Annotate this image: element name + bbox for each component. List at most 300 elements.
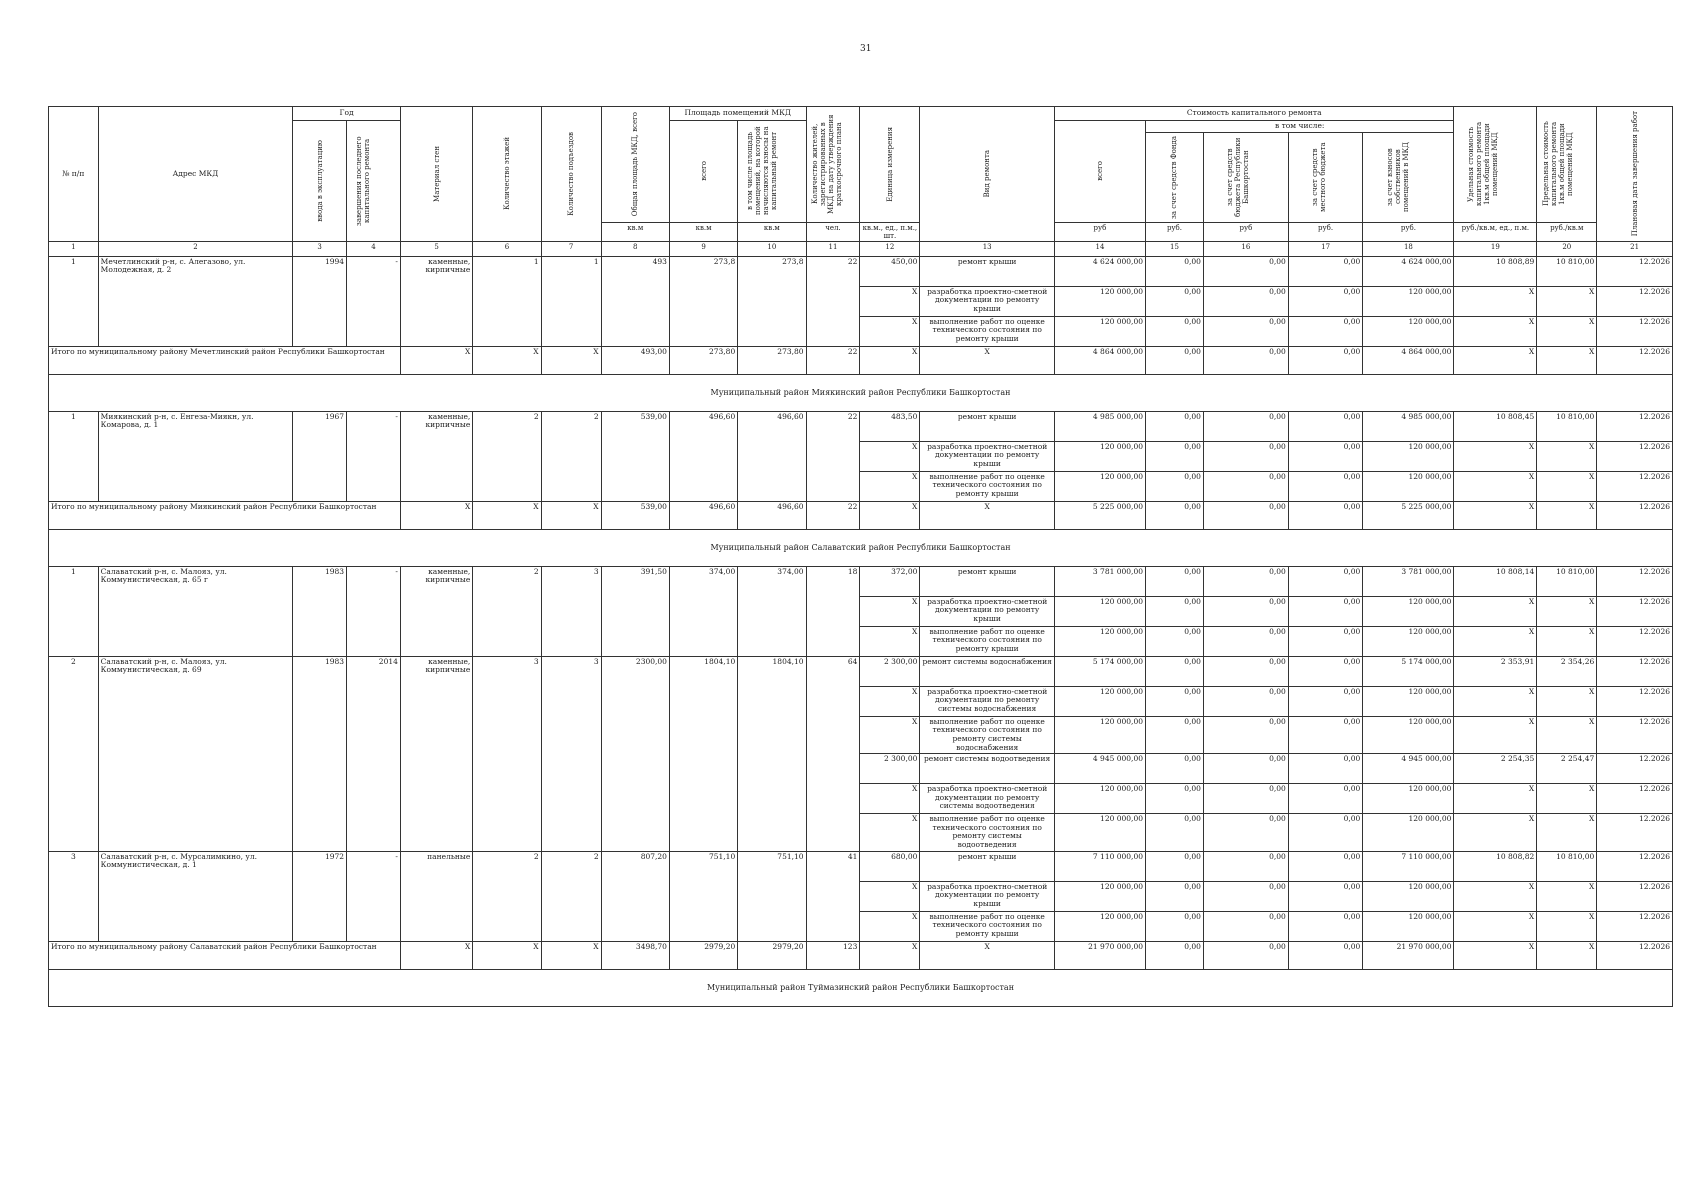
house-total-area: 2300,00: [601, 656, 669, 851]
house-residents: 22: [806, 256, 860, 346]
col-fund: [1146, 132, 1204, 222]
col-cost-total: [1054, 121, 1145, 223]
work-rb: 0,00: [1203, 471, 1288, 501]
work-owners: 120 000,00: [1363, 626, 1454, 656]
work-spec: X: [1454, 784, 1537, 814]
work-rb: 0,00: [1203, 316, 1288, 346]
subtotal-res: 22: [806, 346, 860, 374]
subtotal-u: X: [860, 346, 920, 374]
unit-cell: руб.: [1363, 222, 1454, 241]
house-premises-total: 1804,10: [669, 656, 737, 851]
work-fund: 0,00: [1146, 814, 1204, 852]
region-title: Муниципальный район Туймазинский район Республики Башкортостан: [49, 969, 1673, 1006]
work-work: выполнение работ по оценке технического состояния по ремонту крыши: [920, 626, 1055, 656]
work-work: ремонт крыши: [920, 411, 1055, 441]
work-deadline: 12.2026: [1597, 441, 1673, 471]
work-deadline: 12.2026: [1597, 626, 1673, 656]
house-number: 2: [49, 656, 99, 851]
subtotal-rb: 0,00: [1203, 941, 1288, 969]
work-owners: 120 000,00: [1363, 471, 1454, 501]
house-number: 1: [49, 566, 99, 656]
subtotal-sp: X: [1454, 941, 1537, 969]
unit-cell: руб./кв.м, ед., п.м.: [1454, 222, 1537, 241]
unit-cell: кв.м: [738, 222, 806, 241]
house-residents: 18: [806, 566, 860, 656]
work-rb: 0,00: [1203, 411, 1288, 441]
house-premises-total: 273,8: [669, 256, 737, 346]
subtotal-u: X: [860, 501, 920, 529]
column-number: 14: [1054, 241, 1145, 256]
work-deadline: 12.2026: [1597, 686, 1673, 716]
work-limit: 10 810,00: [1537, 851, 1597, 881]
subtotal-lm: X: [1537, 501, 1597, 529]
work-limit: X: [1537, 626, 1597, 656]
work-deadline: 12.2026: [1597, 471, 1673, 501]
subtotal-ct: 4 864 000,00: [1054, 346, 1145, 374]
work-work: ремонт системы водоотведения: [920, 754, 1055, 784]
col-prem-total: [669, 121, 737, 223]
work-spec: 2 353,91: [1454, 656, 1537, 686]
work-fund: 0,00: [1146, 851, 1204, 881]
work-spec: X: [1454, 716, 1537, 754]
house-address: Салаватский р-н, с. Малояз, ул. Коммунистическая, д. 69: [98, 656, 293, 851]
column-number: 15: [1146, 241, 1204, 256]
work-limit: X: [1537, 471, 1597, 501]
subtotal-sp: X: [1454, 346, 1537, 374]
work-limit: 10 810,00: [1537, 566, 1597, 596]
work-cost: 120 000,00: [1054, 471, 1145, 501]
subtotal-en: X: [541, 501, 601, 529]
subtotal-res: 123: [806, 941, 860, 969]
col-num: № п/п: [49, 107, 99, 242]
subtotal-ow: 5 225 000,00: [1363, 501, 1454, 529]
house-number: 1: [49, 411, 99, 501]
work-row: [49, 851, 1673, 881]
subtotal-en: X: [541, 346, 601, 374]
subtotal-f: 0,00: [1146, 501, 1204, 529]
work-spec: X: [1454, 471, 1537, 501]
work-owners: 4 945 000,00: [1363, 754, 1454, 784]
house-year: 1967: [293, 411, 347, 501]
column-number: 16: [1203, 241, 1288, 256]
work-local: 0,00: [1288, 784, 1363, 814]
column-number: 12: [860, 241, 920, 256]
subtotal-res: 22: [806, 501, 860, 529]
column-number: 9: [669, 241, 737, 256]
house-repair-year: -: [347, 566, 401, 656]
unit-cell: руб: [1054, 222, 1145, 241]
work-fund: 0,00: [1146, 316, 1204, 346]
work-unit: X: [860, 881, 920, 911]
work-deadline: 12.2026: [1597, 316, 1673, 346]
subtotal-fl: X: [473, 941, 541, 969]
work-fund: 0,00: [1146, 686, 1204, 716]
work-limit: 10 810,00: [1537, 411, 1597, 441]
work-local: 0,00: [1288, 471, 1363, 501]
work-spec: X: [1454, 814, 1537, 852]
work-cost: 7 110 000,00: [1054, 851, 1145, 881]
work-work: разработка проектно-сметной документации по ремонту системы водоснабжения: [920, 686, 1055, 716]
work-spec: 2 254,35: [1454, 754, 1537, 784]
work-fund: 0,00: [1146, 784, 1204, 814]
work-rb: 0,00: [1203, 881, 1288, 911]
house-address: Салаватский р-н, с. Малояз, ул. Коммунистическая, д. 65 г: [98, 566, 293, 656]
col-floors: [473, 107, 541, 242]
work-owners: 120 000,00: [1363, 596, 1454, 626]
house-year: 1983: [293, 656, 347, 851]
work-limit: X: [1537, 286, 1597, 316]
house-floors: 2: [473, 566, 541, 656]
work-fund: 0,00: [1146, 411, 1204, 441]
house-premises-total: 496,60: [669, 411, 737, 501]
col-spec-label: Удельная стоимость капитального ремонта 1кв.м общей площади помещений МКД: [1467, 122, 1500, 207]
col-prem-resid-label: в том числе площадь помещений, на которой начисляются взносы на капитальный ремонт: [745, 126, 779, 216]
unit-cell: кв.м., ед., п.м., шт.: [860, 222, 920, 241]
work-local: 0,00: [1288, 316, 1363, 346]
work-rb: 0,00: [1203, 686, 1288, 716]
work-unit: X: [860, 716, 920, 754]
house-year: 1972: [293, 851, 347, 941]
subtotal-pt: 2979,20: [669, 941, 737, 969]
work-unit: 450,00: [860, 256, 920, 286]
unit-cell: кв.м: [601, 222, 669, 241]
col-local: [1288, 132, 1363, 222]
work-limit: X: [1537, 316, 1597, 346]
work-work: разработка проектно-сметной документации по ремонту крыши: [920, 881, 1055, 911]
house-number: 3: [49, 851, 99, 941]
work-owners: 120 000,00: [1363, 911, 1454, 941]
work-fund: 0,00: [1146, 256, 1204, 286]
subtotal-fl: X: [473, 346, 541, 374]
work-deadline: 12.2026: [1597, 596, 1673, 626]
capital-repair-table: [48, 106, 1673, 1007]
work-local: 0,00: [1288, 686, 1363, 716]
work-unit: 372,00: [860, 566, 920, 596]
page-number: 31: [860, 44, 872, 54]
work-work: выполнение работ по оценке технического состояния по ремонту крыши: [920, 911, 1055, 941]
subtotal-pr: 273,80: [738, 346, 806, 374]
subtotal-d: 12.2026: [1597, 501, 1673, 529]
work-unit: X: [860, 286, 920, 316]
work-rb: 0,00: [1203, 754, 1288, 784]
col-address: Адрес МКД: [98, 107, 293, 242]
house-premises-resid: 751,10: [738, 851, 806, 941]
work-cost: 120 000,00: [1054, 881, 1145, 911]
col-year-repair: [347, 121, 401, 242]
col-year-repair-label: завершения последнего капитального ремонта: [355, 136, 372, 226]
work-owners: 120 000,00: [1363, 686, 1454, 716]
work-work: разработка проектно-сметной документации по ремонту крыши: [920, 596, 1055, 626]
subtotal-ow: 4 864 000,00: [1363, 346, 1454, 374]
column-number: 5: [400, 241, 472, 256]
region-title: Муниципальный район Миякинский район Республики Башкортостан: [49, 374, 1673, 411]
work-deadline: 12.2026: [1597, 286, 1673, 316]
house-wall: каменные, кирпичные: [400, 411, 472, 501]
house-repair-year: 2014: [347, 656, 401, 851]
col-incl: в том числе:: [1146, 121, 1454, 133]
house-total-area: 493: [601, 256, 669, 346]
column-number: 4: [347, 241, 401, 256]
work-limit: X: [1537, 716, 1597, 754]
column-number: 11: [806, 241, 860, 256]
subtotal-ct: 21 970 000,00: [1054, 941, 1145, 969]
col-premises: Площадь помещений МКД: [669, 107, 806, 121]
subtotal-label: Итого по муниципальному району Миякинский район Республики Башкортостан: [49, 501, 401, 529]
work-limit: X: [1537, 814, 1597, 852]
work-limit: X: [1537, 911, 1597, 941]
work-fund: 0,00: [1146, 881, 1204, 911]
work-row: [49, 656, 1673, 686]
house-repair-year: -: [347, 256, 401, 346]
col-rb-label: за счет средств бюджета Республики Башкортостан: [1225, 137, 1250, 217]
subtotal-d: 12.2026: [1597, 941, 1673, 969]
col-unit-label: Единица измерения: [885, 126, 894, 202]
work-limit: X: [1537, 784, 1597, 814]
work-local: 0,00: [1288, 716, 1363, 754]
col-entrances-label: Количество подъездов: [567, 131, 576, 216]
work-fund: 0,00: [1146, 754, 1204, 784]
column-number: 3: [293, 241, 347, 256]
house-number: 1: [49, 256, 99, 346]
work-cost: 3 781 000,00: [1054, 566, 1145, 596]
work-fund: 0,00: [1146, 566, 1204, 596]
work-unit: X: [860, 911, 920, 941]
table-header: [49, 107, 1673, 257]
work-deadline: 12.2026: [1597, 881, 1673, 911]
col-floors-label: Количество этажей: [502, 137, 511, 211]
subtotal-lm: X: [1537, 941, 1597, 969]
subtotal-label: Итого по муниципальному району Мечетлинский район Республики Башкортостан: [49, 346, 401, 374]
col-rb: [1203, 132, 1288, 222]
house-year: 1983: [293, 566, 347, 656]
work-limit: 2 354,26: [1537, 656, 1597, 686]
work-deadline: 12.2026: [1597, 256, 1673, 286]
col-residents-label: Количество жителей, зарегистрированных в МКД на дату утверждения краткосрочного плана: [810, 114, 844, 215]
subtotal-pt: 273,80: [669, 346, 737, 374]
house-entrances: 1: [541, 256, 601, 346]
work-deadline: 12.2026: [1597, 656, 1673, 686]
house-floors: 3: [473, 656, 541, 851]
work-work: выполнение работ по оценке технического состояния по ремонту системы водоотведения: [920, 814, 1055, 852]
work-local: 0,00: [1288, 566, 1363, 596]
col-entrances: [541, 107, 601, 242]
work-fund: 0,00: [1146, 626, 1204, 656]
house-floors: 2: [473, 851, 541, 941]
work-row: [49, 566, 1673, 596]
column-number: 18: [1363, 241, 1454, 256]
work-local: 0,00: [1288, 851, 1363, 881]
work-cost: 4 945 000,00: [1054, 754, 1145, 784]
col-owners-label: за счет взносов собственников помещений в МКД: [1386, 142, 1411, 213]
subtotal-lc: 0,00: [1288, 941, 1363, 969]
work-unit: X: [860, 686, 920, 716]
work-work: разработка проектно-сметной документации по ремонту крыши: [920, 286, 1055, 316]
house-address: Салаватский р-н, с. Мурсалимкино, ул. Коммунистическая, д. 1: [98, 851, 293, 941]
work-cost: 120 000,00: [1054, 626, 1145, 656]
work-cost: 120 000,00: [1054, 316, 1145, 346]
work-spec: X: [1454, 441, 1537, 471]
work-unit: 2 300,00: [860, 754, 920, 784]
work-deadline: 12.2026: [1597, 754, 1673, 784]
work-unit: 680,00: [860, 851, 920, 881]
work-owners: 120 000,00: [1363, 441, 1454, 471]
subtotal-label: Итого по муниципальному району Салаватский район Республики Башкортостан: [49, 941, 401, 969]
work-rb: 0,00: [1203, 441, 1288, 471]
subtotal-ta: 539,00: [601, 501, 669, 529]
work-unit: X: [860, 471, 920, 501]
work-spec: X: [1454, 286, 1537, 316]
house-floors: 1: [473, 256, 541, 346]
work-fund: 0,00: [1146, 471, 1204, 501]
work-local: 0,00: [1288, 596, 1363, 626]
house-repair-year: -: [347, 411, 401, 501]
work-cost: 120 000,00: [1054, 286, 1145, 316]
subtotal-en: X: [541, 941, 601, 969]
work-fund: 0,00: [1146, 596, 1204, 626]
work-fund: 0,00: [1146, 911, 1204, 941]
work-owners: 5 174 000,00: [1363, 656, 1454, 686]
col-wall-label: Материал стен: [432, 145, 441, 202]
unit-cell: руб./кв.м: [1537, 222, 1597, 241]
work-spec: 10 808,82: [1454, 851, 1537, 881]
col-total-area: [601, 107, 669, 223]
house-residents: 64: [806, 656, 860, 851]
subtotal-work: X: [920, 941, 1055, 969]
house-residents: 41: [806, 851, 860, 941]
work-cost: 120 000,00: [1054, 784, 1145, 814]
house-premises-resid: 1804,10: [738, 656, 806, 851]
house-address: Миякинский р-н, с. Енгеза-Миякн, ул. Комарова, д. 1: [98, 411, 293, 501]
work-work: ремонт крыши: [920, 851, 1055, 881]
subtotal-wall: X: [400, 941, 472, 969]
col-deadline-label: Плановая дата завершения работ: [1630, 111, 1639, 237]
house-repair-year: -: [347, 851, 401, 941]
work-spec: X: [1454, 881, 1537, 911]
work-local: 0,00: [1288, 626, 1363, 656]
house-address: Мечетлинский р-н, с. Алегазово, ул. Молодежная, д. 2: [98, 256, 293, 346]
column-number: 19: [1454, 241, 1537, 256]
subtotal-f: 0,00: [1146, 346, 1204, 374]
column-numbers-row: [49, 241, 1673, 256]
region-header-row: [49, 529, 1673, 566]
col-local-label: за счет средств местного бюджета: [1310, 142, 1327, 212]
work-work: выполнение работ по оценке технического состояния по ремонту системы водоснабжения: [920, 716, 1055, 754]
work-unit: X: [860, 316, 920, 346]
house-wall: каменные, кирпичные: [400, 566, 472, 656]
work-unit: 483,50: [860, 411, 920, 441]
work-spec: X: [1454, 596, 1537, 626]
column-number: 13: [920, 241, 1055, 256]
work-rb: 0,00: [1203, 566, 1288, 596]
subtotal-pt: 496,60: [669, 501, 737, 529]
work-local: 0,00: [1288, 411, 1363, 441]
work-spec: 10 808,45: [1454, 411, 1537, 441]
work-cost: 4 985 000,00: [1054, 411, 1145, 441]
work-deadline: 12.2026: [1597, 566, 1673, 596]
work-deadline: 12.2026: [1597, 411, 1673, 441]
unit-cell: чел.: [806, 222, 860, 241]
work-owners: 4 624 000,00: [1363, 256, 1454, 286]
subtotal-ow: 21 970 000,00: [1363, 941, 1454, 969]
col-prem-resid: [738, 121, 806, 223]
work-work: разработка проектно-сметной документации по ремонту системы водоотведения: [920, 784, 1055, 814]
column-number: 17: [1288, 241, 1363, 256]
unit-cell: кв.м: [669, 222, 737, 241]
work-owners: 3 781 000,00: [1363, 566, 1454, 596]
work-work: ремонт крыши: [920, 566, 1055, 596]
work-cost: 120 000,00: [1054, 686, 1145, 716]
work-owners: 120 000,00: [1363, 286, 1454, 316]
work-work: ремонт крыши: [920, 256, 1055, 286]
house-floors: 2: [473, 411, 541, 501]
work-rb: 0,00: [1203, 851, 1288, 881]
house-entrances: 2: [541, 851, 601, 941]
work-cost: 120 000,00: [1054, 814, 1145, 852]
work-rb: 0,00: [1203, 716, 1288, 754]
house-entrances: 3: [541, 656, 601, 851]
work-row: [49, 256, 1673, 286]
col-deadline: [1597, 107, 1673, 242]
work-unit: 2 300,00: [860, 656, 920, 686]
work-fund: 0,00: [1146, 656, 1204, 686]
subtotal-wall: X: [400, 346, 472, 374]
work-rb: 0,00: [1203, 596, 1288, 626]
work-work: разработка проектно-сметной документации по ремонту крыши: [920, 441, 1055, 471]
work-deadline: 12.2026: [1597, 784, 1673, 814]
col-cost-total-label: всего: [1095, 161, 1104, 182]
work-deadline: 12.2026: [1597, 814, 1673, 852]
subtotal-sp: X: [1454, 501, 1537, 529]
work-row: [49, 411, 1673, 441]
house-entrances: 3: [541, 566, 601, 656]
work-rb: 0,00: [1203, 286, 1288, 316]
subtotal-row: [49, 501, 1673, 529]
subtotal-lc: 0,00: [1288, 346, 1363, 374]
work-limit: 10 810,00: [1537, 256, 1597, 286]
column-number: 7: [541, 241, 601, 256]
work-owners: 120 000,00: [1363, 784, 1454, 814]
work-cost: 120 000,00: [1054, 716, 1145, 754]
col-limit: [1537, 107, 1597, 223]
house-entrances: 2: [541, 411, 601, 501]
work-local: 0,00: [1288, 256, 1363, 286]
work-rb: 0,00: [1203, 814, 1288, 852]
work-fund: 0,00: [1146, 716, 1204, 754]
work-limit: X: [1537, 686, 1597, 716]
subtotal-fl: X: [473, 501, 541, 529]
subtotal-u: X: [860, 941, 920, 969]
col-limit-label: Предельная стоимость капитального ремонта 1кв.м общей площади помещений МКД: [1541, 121, 1574, 207]
subtotal-d: 12.2026: [1597, 346, 1673, 374]
col-fund-label: за счет средств Фонда: [1170, 135, 1179, 219]
subtotal-pr: 2979,20: [738, 941, 806, 969]
col-work: [920, 107, 1055, 242]
subtotal-lm: X: [1537, 346, 1597, 374]
work-rb: 0,00: [1203, 626, 1288, 656]
subtotal-work: X: [920, 501, 1055, 529]
col-year: Год: [293, 107, 401, 121]
column-number: 8: [601, 241, 669, 256]
col-total-area-label: Общая площадь МКД, всего: [631, 112, 640, 217]
work-cost: 120 000,00: [1054, 596, 1145, 626]
house-wall: каменные, кирпичные: [400, 656, 472, 851]
work-local: 0,00: [1288, 814, 1363, 852]
work-unit: X: [860, 814, 920, 852]
work-rb: 0,00: [1203, 656, 1288, 686]
house-premises-total: 751,10: [669, 851, 737, 941]
subtotal-ct: 5 225 000,00: [1054, 501, 1145, 529]
col-cost: Стоимость капитального ремонта: [1054, 107, 1454, 121]
